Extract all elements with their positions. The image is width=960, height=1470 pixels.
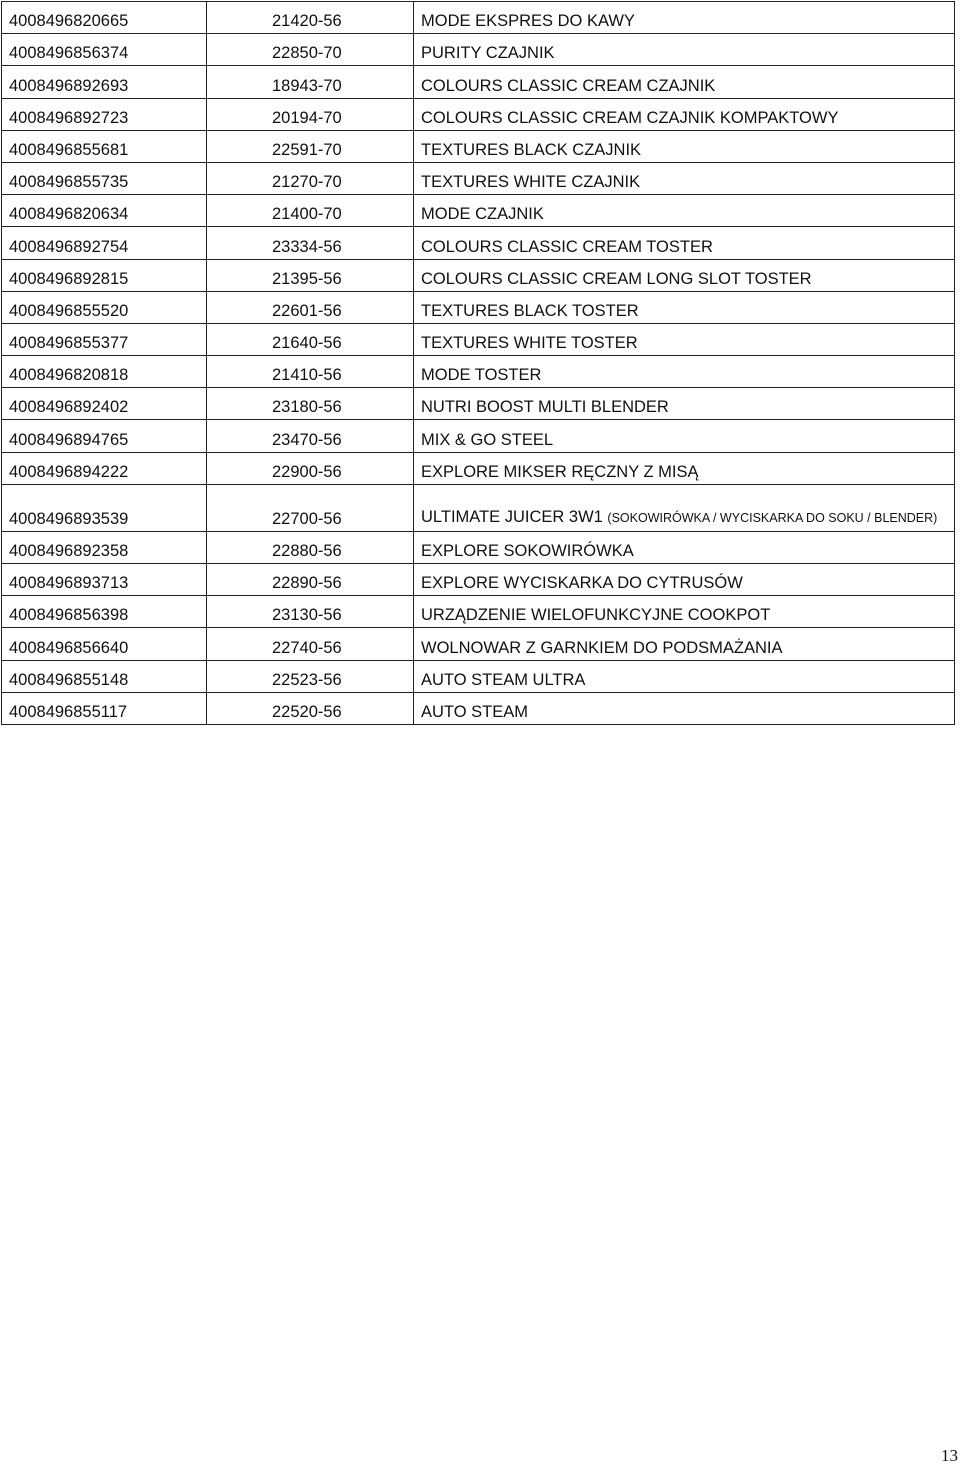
ean-cell: 4008496855735 — [2, 162, 207, 194]
table-row — [2, 420, 955, 452]
ean-cell: 4008496820818 — [2, 356, 207, 388]
table-row — [2, 692, 955, 724]
ean-cell: 4008496855377 — [2, 323, 207, 355]
product-name-cell: COLOURS CLASSIC CREAM LONG SLOT TOSTER — [414, 259, 955, 291]
table-row — [2, 2, 955, 34]
table-row — [2, 531, 955, 563]
product-name-cell: MODE EKSPRES DO KAWY — [414, 2, 955, 34]
product-code-cell: 23334-56 — [207, 227, 414, 259]
ean-cell: 4008496892693 — [2, 66, 207, 98]
product-code-cell: 23470-56 — [207, 420, 414, 452]
ean-cell: 4008496894222 — [2, 452, 207, 484]
ean-cell: 4008496894765 — [2, 420, 207, 452]
product-code-cell: 22900-56 — [207, 452, 414, 484]
product-name-cell: TEXTURES BLACK TOSTER — [414, 291, 955, 323]
product-code-cell: 22880-56 — [207, 531, 414, 563]
table-row — [2, 130, 955, 162]
ean-cell: 4008496893539 — [2, 484, 207, 531]
product-name-cell: EXPLORE WYCISKARKA DO CYTRUSÓW — [414, 564, 955, 596]
product-code-cell: 22591-70 — [207, 130, 414, 162]
product-name-cell: NUTRI BOOST MULTI BLENDER — [414, 388, 955, 420]
ean-cell: 4008496892358 — [2, 531, 207, 563]
ean-cell: 4008496892815 — [2, 259, 207, 291]
table-row — [2, 66, 955, 98]
product-name-cell: TEXTURES WHITE CZAJNIK — [414, 162, 955, 194]
table-row — [2, 452, 955, 484]
product-name-cell: WOLNOWAR Z GARNKIEM DO PODSMAŻANIA — [414, 628, 955, 660]
product-code-cell: 21640-56 — [207, 323, 414, 355]
product-code-cell: 22890-56 — [207, 564, 414, 596]
ean-cell: 4008496856374 — [2, 34, 207, 66]
table-row — [2, 227, 955, 259]
table-row — [2, 98, 955, 130]
ean-cell: 4008496855148 — [2, 660, 207, 692]
ean-cell: 4008496892402 — [2, 388, 207, 420]
product-name-cell: EXPLORE SOKOWIRÓWKA — [414, 531, 955, 563]
page-number: 13 — [941, 1446, 958, 1465]
table-body — [2, 2, 955, 725]
ean-cell: 4008496820634 — [2, 195, 207, 227]
ean-cell: 4008496855681 — [2, 130, 207, 162]
table-row — [2, 388, 955, 420]
ean-cell: 4008496855117 — [2, 692, 207, 724]
table-row — [2, 259, 955, 291]
table-row — [2, 484, 955, 531]
product-name-cell: TEXTURES BLACK CZAJNIK — [414, 130, 955, 162]
product-name-cell: TEXTURES WHITE TOSTER — [414, 323, 955, 355]
product-name-cell: COLOURS CLASSIC CREAM CZAJNIK KOMPAKTOWY — [414, 98, 955, 130]
product-code-cell: 22523-56 — [207, 660, 414, 692]
ean-cell: 4008496856398 — [2, 596, 207, 628]
table-row — [2, 195, 955, 227]
ean-cell: 4008496856640 — [2, 628, 207, 660]
ean-cell: 4008496893713 — [2, 564, 207, 596]
ean-cell: 4008496855520 — [2, 291, 207, 323]
product-code-cell: 23180-56 — [207, 388, 414, 420]
product-code-cell: 22520-56 — [207, 692, 414, 724]
product-name-cell: COLOURS CLASSIC CREAM CZAJNIK — [414, 66, 955, 98]
table-row — [2, 596, 955, 628]
product-name-cell: MIX & GO STEEL — [414, 420, 955, 452]
product-code-cell: 21420-56 — [207, 2, 414, 34]
product-name-cell: EXPLORE MIKSER RĘCZNY Z MISĄ — [414, 452, 955, 484]
product-name-cell: PURITY CZAJNIK — [414, 34, 955, 66]
ean-cell: 4008496820665 — [2, 2, 207, 34]
table-row — [2, 162, 955, 194]
product-name-cell: URZĄDZENIE WIELOFUNKCYJNE COOKPOT — [414, 596, 955, 628]
product-name-cell — [414, 484, 955, 531]
table-row — [2, 291, 955, 323]
product-name-cell: MODE CZAJNIK — [414, 195, 955, 227]
product-name-cell: COLOURS CLASSIC CREAM TOSTER — [414, 227, 955, 259]
product-code-cell: 21395-56 — [207, 259, 414, 291]
product-code-cell: 21410-56 — [207, 356, 414, 388]
product-code-cell: 22850-70 — [207, 34, 414, 66]
product-code-cell: 22740-56 — [207, 628, 414, 660]
product-name-cell: AUTO STEAM — [414, 692, 955, 724]
product-name-cell: AUTO STEAM ULTRA — [414, 660, 955, 692]
product-code-cell: 22700-56 — [207, 484, 414, 531]
product-code-cell: 18943-70 — [207, 66, 414, 98]
ean-cell: 4008496892723 — [2, 98, 207, 130]
table-row — [2, 628, 955, 660]
product-name-note: (SOKOWIRÓWKA / WYCISKARKA DO SOKU / BLENDER) — [607, 510, 938, 525]
product-code-cell: 21400-70 — [207, 195, 414, 227]
product-table — [1, 1, 955, 725]
table-row — [2, 323, 955, 355]
product-code-cell: 23130-56 — [207, 596, 414, 628]
product-code-cell: 21270-70 — [207, 162, 414, 194]
table-row — [2, 660, 955, 692]
product-name: ULTIMATE JUICER 3W1 — [421, 507, 603, 526]
table-row — [2, 564, 955, 596]
product-code-cell: 20194-70 — [207, 98, 414, 130]
product-code-cell: 22601-56 — [207, 291, 414, 323]
product-name-cell: MODE TOSTER — [414, 356, 955, 388]
table-row — [2, 356, 955, 388]
ean-cell: 4008496892754 — [2, 227, 207, 259]
table-row — [2, 34, 955, 66]
